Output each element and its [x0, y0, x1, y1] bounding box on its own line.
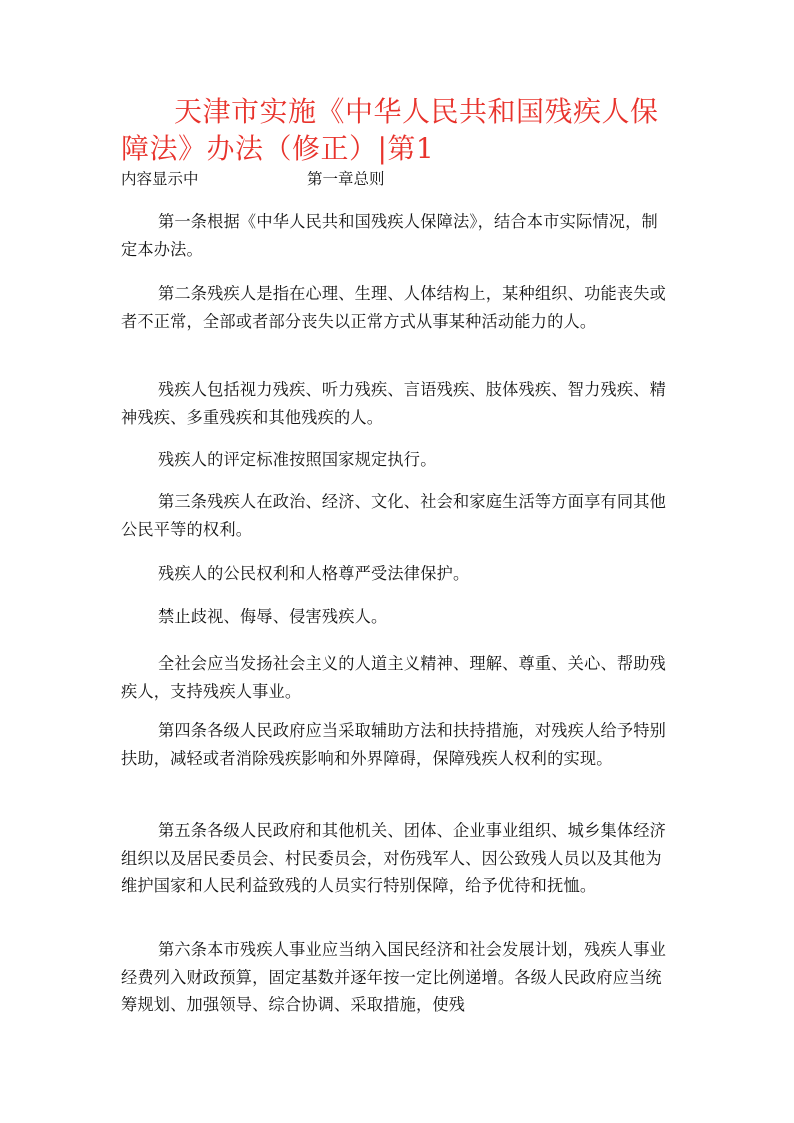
paragraph-disability-types: 残疾人包括视力残疾、听力残疾、言语残疾、肢体残疾、智力残疾、精神残疾、多重残疾和其他残疾的人。 [121, 380, 667, 427]
paragraph-article-1: 第一条根据《中华人民共和国残疾人保障法》，结合本市实际情况，制定本办法。 [121, 212, 658, 259]
paragraph-no-discrimination: 禁止歧视、侮辱、侵害残疾人。 [158, 607, 388, 626]
paragraph-article-3: 第三条残疾人在政治、经济、文化、社会和家庭生活等方面享有同其他公民平等的权利。 [121, 492, 667, 539]
paragraph-article-5: 第五条各级人民政府和其他机关、团体、企业事业组织、城乡集体经济组织以及居民委员会、村民委员会，对伤残军人、因公致残人员以及其他为维护国家和人民利益致残的人员实行特别保障，给予优待和抚恤。 [121, 821, 667, 895]
paragraph-civil-rights: 残疾人的公民权利和人格尊严受法律保护。 [158, 564, 470, 583]
paragraph-assessment-standard: 残疾人的评定标准按照国家规定执行。 [158, 450, 437, 469]
paragraph-article-6: 第六条本市残疾人事业应当纳入国民经济和社会发展计划，残疾人事业经费列入财政预算，固定基数并逐年按一定比例递增。各级人民政府应当统筹规划、加强领导、综合协调、采取措施，使残 [121, 940, 667, 1014]
paragraph-article-4: 第四条各级人民政府应当采取辅助方法和扶持措施，对残疾人给予特别扶助，减轻或者消除残疾影响和外界障碍，保障残疾人权利的实现。 [121, 721, 667, 768]
status-line [121, 166, 681, 192]
document-title: 天津市实施《中华人民共和国残疾人保障法》办法（修正）|第1 [121, 95, 659, 165]
paragraph-social-support: 全社会应当发扬社会主义的人道主义精神、理解、尊重、关心、帮助残疾人，支持残疾人事业。 [121, 654, 667, 701]
paragraph-article-2: 第二条残疾人是指在心理、生理、人体结构上，某种组织、功能丧失或者不正常，全部或者部分丧失以正常方式从事某种活动能力的人。 [121, 284, 667, 331]
chapter-heading: 第一章总则 [307, 170, 385, 188]
loading-status-text: 内容显示中 [121, 170, 199, 188]
